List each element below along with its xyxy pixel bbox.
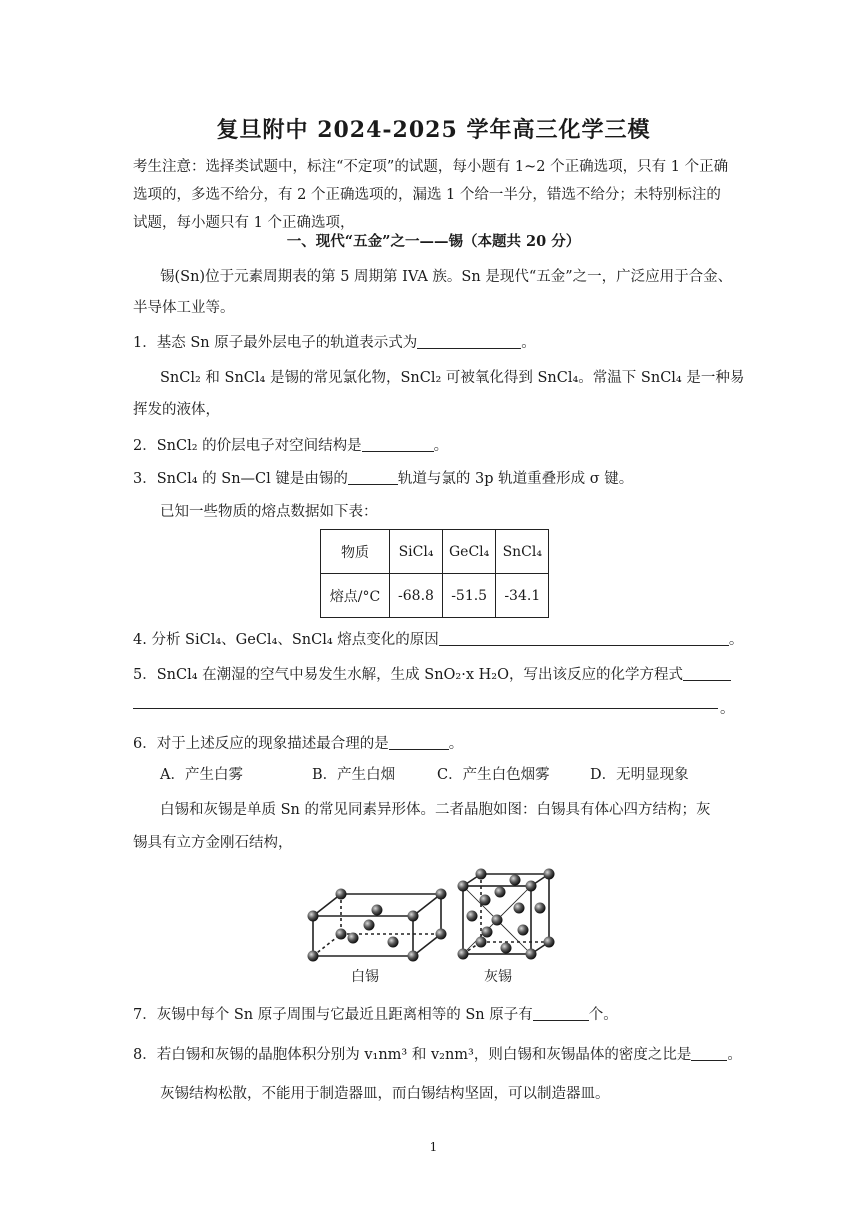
answer-blank[interactable]	[439, 629, 729, 646]
answer-blank[interactable]	[533, 1004, 589, 1021]
question-6-text: 6．对于上述反应的现象描述最合理的是	[133, 736, 389, 752]
question-1	[133, 331, 536, 352]
page-number: 1	[429, 1140, 438, 1154]
question-3-text-b: 轨道与氯的 3p 轨道重叠形成 σ 键。	[397, 471, 634, 487]
question-4	[133, 628, 743, 649]
question-5	[133, 663, 731, 684]
paragraph-line: SnCl₂ 和 SnCl₄ 是锡的常见氯化物，SnCl₂ 可被氧化得到 SnCl₄。常温下 SnCl₄ 是一种易	[160, 370, 745, 386]
period: 。	[727, 1047, 742, 1063]
question-8	[133, 1043, 742, 1064]
choice-d[interactable]: D．无明显现象	[590, 767, 689, 783]
question-1-text: 1．基态 Sn 原子最外层电子的轨道表示式为	[133, 335, 418, 351]
answer-blank[interactable]	[389, 733, 449, 750]
table-row	[321, 574, 549, 618]
question-7	[133, 1003, 618, 1024]
paragraph-line: 白锡和灰锡是单质 Sn 的常见同素异形体。二者晶胞如图：白锡具有体心四方结构；灰	[160, 802, 711, 818]
question-3-text-a: 3．SnCl₄ 的 Sn—Cl 键是由锡的	[133, 471, 348, 487]
question-8-text: 8．若白锡和灰锡的晶胞体积分别为 v₁nm³ 和 v₂nm³，则白锡和灰锡晶体的密度之比是	[133, 1047, 692, 1063]
section-title: 一、现代“五金”之一——锡（本题共 20 分）	[286, 233, 581, 250]
period: 。	[521, 335, 536, 351]
caption-white-tin: 白锡	[351, 969, 379, 985]
white-tin-cell	[313, 894, 441, 956]
table-cell: -51.5	[443, 574, 496, 618]
table-cell: SnCl₄	[496, 530, 549, 574]
choice-b[interactable]: B．产生白烟	[312, 767, 396, 783]
paragraph-line: 灰锡结构松散，不能用于制造器皿，而白锡结构坚固，可以制造器皿。	[160, 1086, 610, 1102]
paragraph-line: 挥发的液体，	[133, 402, 220, 418]
crystal-cells-figure	[295, 868, 575, 968]
choice-a[interactable]: A．产生白雾	[160, 767, 243, 783]
period: 。	[728, 632, 744, 648]
notice-line: 试题，每小题只有 1 个正确选项，	[133, 215, 355, 231]
table-cell: -68.8	[390, 574, 443, 618]
table-intro: 已知一些物质的熔点数据如下表：	[160, 504, 378, 520]
exam-notice	[133, 153, 739, 237]
question-7-text-b: 个。	[588, 1007, 618, 1023]
period: 。	[448, 736, 464, 752]
question-7-text-a: 7．灰锡中每个 Sn 原子周围与它最近且距离相等的 Sn 原子有	[133, 1007, 533, 1023]
answer-line[interactable]	[133, 708, 718, 709]
table-cell: 熔点/°C	[321, 574, 390, 618]
intro-line: 半导体工业等。	[133, 300, 235, 316]
question-2-text: 2．SnCl₂ 的价层电子对空间结构是	[133, 438, 362, 454]
question-6	[133, 732, 463, 753]
notice-line: 选项的，多选不给分，有 2 个正确选项的，漏选 1 个给一半分，错选不给分；未特别标注的	[133, 187, 721, 203]
answer-blank[interactable]	[691, 1044, 727, 1061]
exam-title: 复旦附中 2024-2025 学年高三化学三模	[216, 117, 651, 143]
grey-tin-atoms	[458, 869, 555, 960]
paragraph-line: 锡具有立方金刚石结构，	[133, 835, 293, 851]
table-cell: -34.1	[496, 574, 549, 618]
answer-blank[interactable]	[348, 468, 398, 485]
table-cell: GeCl₄	[443, 530, 496, 574]
question-4-text: 4. 分析 SiCl₄、GeCl₄、SnCl₄ 熔点变化的原因	[133, 632, 439, 648]
choice-c[interactable]: C．产生白色烟雾	[437, 767, 550, 783]
question-2	[133, 434, 448, 455]
answer-blank[interactable]	[417, 332, 521, 349]
question-5-text: 5．SnCl₄ 在潮湿的空气中易发生水解，生成 SnO₂·x H₂O，写出该反应的化学方程式	[133, 667, 683, 683]
answer-blank[interactable]	[362, 435, 434, 452]
table-cell: 物质	[321, 530, 390, 574]
period: 。	[720, 701, 735, 717]
table-row	[321, 530, 549, 574]
melting-point-table	[320, 529, 549, 618]
white-tin-atoms	[308, 889, 447, 962]
intro-line: 锡(Sn)位于元素周期表的第 5 周期第 IVA 族。Sn 是现代“五金”之一，广泛应用于合金、	[160, 269, 733, 285]
notice-line: 考生注意：选择类试题中，标注“不定项”的试题，每小题有 1~2 个正确选项，只有 1 个正确	[133, 159, 729, 175]
table-cell: SiCl₄	[390, 530, 443, 574]
answer-blank[interactable]	[683, 664, 731, 681]
question-3	[133, 467, 633, 488]
period: 。	[433, 438, 449, 454]
caption-grey-tin: 灰锡	[484, 969, 512, 985]
